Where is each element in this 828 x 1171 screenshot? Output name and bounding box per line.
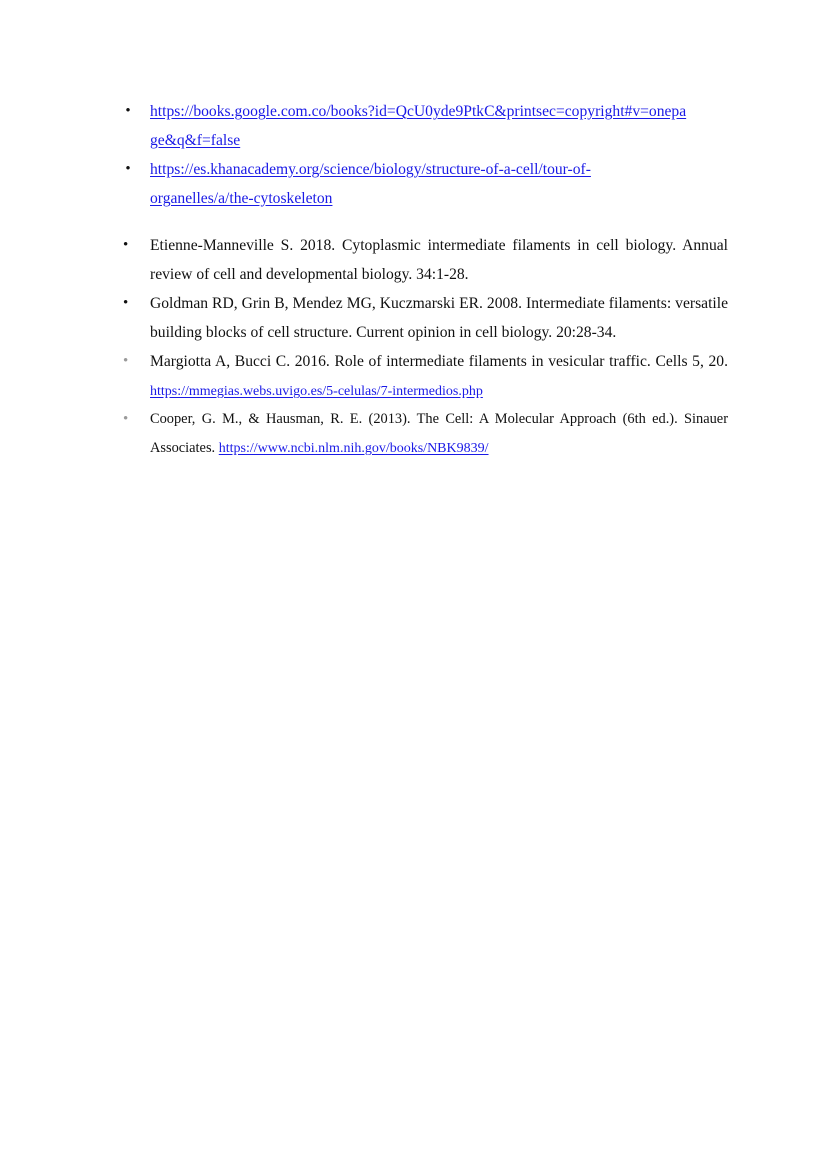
reference-item [123,289,728,347]
link-line-1: https://es.khanacademy.org/science/biology/structure-of-a-cell/tour-of- [150,161,591,178]
link-line-1: https://books.google.com.co/books?id=QcU0yde9PtkC&printsec=copyright#v=onepa [150,103,687,120]
references-list [123,231,728,463]
google-books-link[interactable] [150,103,686,149]
bullet-icon: • [123,353,129,369]
reference-text: Etienne-Manneville S. 2018. Cytoplasmic intermediate filaments in cell biology. Annual review of cell and developmental biology. 34:1-28. [150,237,728,283]
link-line-2: ge&q&f=false [150,132,241,149]
reference-item [123,231,728,289]
ncbi-books-link[interactable]: https://www.ncbi.nlm.nih.gov/books/NBK9839/ [218,441,489,456]
link-line-2: organelles/a/the-cytoskeleton [150,190,333,207]
bullet-icon: • [125,103,131,119]
mmegias-link[interactable]: https://mmegias.webs.uvigo.es/5-celulas/7-intermedios.php [150,384,483,399]
list-item [125,155,728,213]
reference-text: Margiotta A, Bucci C. 2016. Role of intermediate filaments in vesicular traffic. Cells 5, 20. [150,353,728,370]
list-item [125,97,728,155]
bullet-icon: • [125,161,131,177]
reference-item [123,347,728,406]
reference-text: Cooper, G. M., & Hausman, R. E. (2013). The Cell: A Molecular Approach (6th ed.). Sinauer Associates. [150,411,728,456]
reference-text: Goldman RD, Grin B, Mendez MG, Kuczmarski ER. 2008. Intermediate filaments: versatile building blocks of cell structure. Current opinion in cell biology. 20:28-34. [150,295,728,341]
web-links-list [125,97,728,213]
bullet-icon: • [123,411,129,427]
khan-academy-link[interactable] [150,161,591,207]
bullet-icon: • [123,237,129,253]
reference-item [123,405,728,463]
bullet-icon: • [123,295,129,311]
